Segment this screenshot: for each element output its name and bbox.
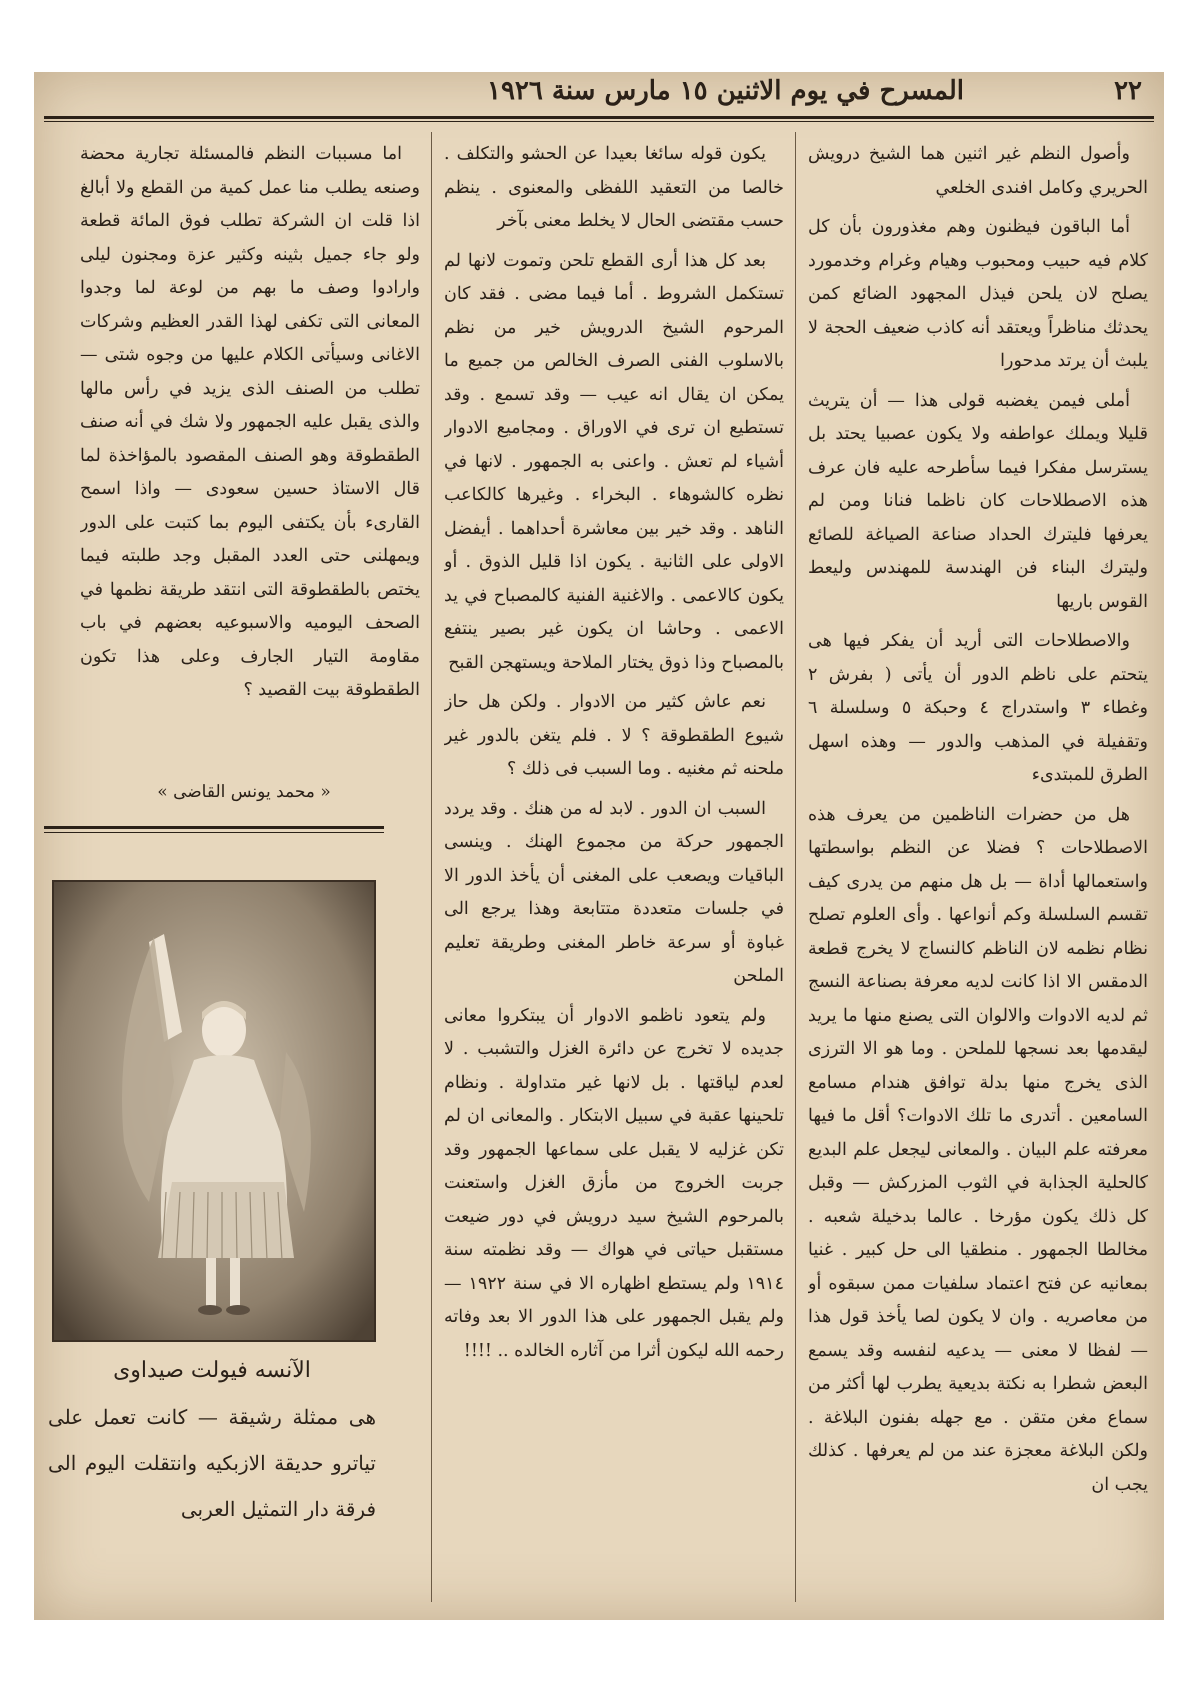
masthead: المسرح في يوم الاثنين ١٥ مارس سنة ١٩٢٦ (486, 76, 964, 106)
author-signature: « محمد يونس القاضى » (157, 782, 331, 802)
column-divider (795, 132, 796, 1602)
paragraph: نعم عاش كثير من الادوار . ولكن هل حاز شيوع الطقطوقة ؟ لا . فلم يتغن بالدور غير ملحنه ثم مغنيه . وما السبب فى ذلك ؟ (444, 692, 784, 779)
paragraph: وأصول النظم غير اثنين هما الشيخ درويش الحريري وكامل افندى الخلعي (808, 144, 1148, 198)
actress-photo-illustration (54, 882, 374, 1340)
header-rule-thin (44, 121, 1154, 122)
page-number: ٢٢ (1114, 76, 1142, 106)
article-column-middle (444, 138, 784, 1598)
paragraph: بعد كل هذا أرى القطع تلحن وتموت لانها لم تستكمل الشروط . أما فيما مضى . فقد كان المرحوم الشيخ الدرويش خير من نظم بالاسلوب الفنى الصرف الخالص من جميع ما يمكن ان يقال انه عيب — وقد تسمع . وقد تستطيع ان ترى في الاوراق . ومجاميع الادوار أشياء لم تعش . واعنى به الجمهور . لانها في نظره كالشوهاء . البخراء . وغيرها كالكاعب الناهد . وقد خير بين معاشرة أحداهما . أيفضل الاولى على الثانية . يكون اذا قليل الذوق . أو يكون كالاعمى . والاغنية الفنية كالمصباح في يد الاعمى . وحاشا ان يكون غير بصير ينتفع بالمصباح وذا ذوق يختار الملاحة ويستهجن القبح (444, 250, 784, 673)
column-divider (431, 132, 432, 1602)
section-rule-thick (44, 826, 384, 829)
paragraph: أما الباقون فيظنون وهم مغذورون بأن كل كلام فيه حبيب ومحبوب وهيام وغرام وخدمورد يصلح لان يلحن فيذل المجهود الضائع كمن يحدثك مناظراً ويعتقد أنه كاذب ضعيف الحجة لا يلبث أن يرتد مدحورا (808, 217, 1148, 371)
paragraph: ولم يتعود ناظمو الادوار أن يبتكروا معانى جديده لا تخرج عن دائرة الغزل والتشبب . لا لعدم لياقتها . بل لانها غير متداولة . ونظام تلحينها عقبة في سبيل الابتكار . والمعانى ان لم تكن غزليه لا يقبل على سماعها الجمهور وقد جربت الخروج من مأزق الغزل واستعنت بالمرحوم الشيخ سيد درويش في دور ضيعت مستقبل حياتى في هواك — وقد نظمته سنة ١٩١٤ ولم يستطع اظهاره الا في سنة ١٩٢٢ — ولم يقبل الجمهور على هذا الدور الا بعد وفاته رحمه الله ليكون أثرا من آثاره الخالده .. !!!! (444, 1005, 784, 1361)
page-header (34, 72, 1164, 118)
paragraph: يكون قوله سائغا بعيدا عن الحشو والتكلف . خالصا من التعقيد اللفظى والمعنوى . ينظم حسب مقتضى الحال لا يخلط معنى بآخر (444, 144, 784, 231)
photo-caption-text: هى ممثلة رشيقة — كانت تعمل على تياترو حديقة الازبكيه وانتقلت اليوم الى فرقة دار التمثيل العربى (48, 1405, 376, 1521)
actress-photo (52, 880, 376, 1342)
photo-caption-name: الآنسه فيولت صيداوى (113, 1358, 311, 1383)
paragraph: هل من حضرات الناظمين من يعرف هذه الاصطلاحات ؟ فضلا عن النظم بواسطتها واستعمالها أداة — بل هل منهم من يدرى كيف تقسم السلسلة وكم أنواعها . وأى العلوم تصلح نظام نظمه لان الناظم كالنساج لا يخرج قطعة الدمقس الا اذا كانت لديه معرفة بصناعة النسج ثم لديه الادوات والالوان التى يصنع منها ما يريد ليقدمها بعد نسجها للملحن . وما هو الا الترزى الذى يخرج منها بدلة توافق هندام مسامع السامعين . أتدرى ما تلك الادوات؟ أقل ما فيها معرفته علم البيان . والمعانى ليجعل علم البديع كالحلية الجذابة في الثوب المزركش — وقبل كل ذلك يكون مؤرخا . عالما بدخيلة شعبه . مخالطا الجمهور . منطقيا الى حل كبير . غنيا بمعانيه عن فتح اعتماد سلفيات ممن سبقوه أو من معاصريه . وان لا يكون لصا يأخذ قول هذا — لفظا لا معنى — يدعيه لنفسه وقد يسمع البعض شطرا به نكتة بديعية يطرب لها أكثر من سماع مغن متقن . مع جهله بفنون البلاغة . ولكن البلاغة معجزة عند من لم يعرفها . كذلك يجب ان (808, 804, 1148, 1495)
paragraph: السبب ان الدور . لابد له من هنك . وقد يردد الجمهور حركة من مجموع الهنك . وينسى الباقيات ويصعب على المغنى أن يأخذ الدور الا في جلسات متعددة متتابعة وهذا يرجع الى غباوة أو سرعة خاطر المغنى وطريقة تعليم الملحن (444, 798, 784, 986)
article-column-right (808, 138, 1148, 1598)
paragraph: اما مسببات النظم فالمسئلة تجارية محضة وصنعه يطلب منا عمل كمية من القطع ولا أبالغ اذا قلت ان الشركة تطلب فوق المائة قطعة ولو جاء جميل بثينه وكثير عزة ومجنون ليلى وارادوا وصف ما بهم من لوعة لما وجدوا المعانى التى تكفى لهذا القدر العظيم وشركات الاغانى وسيأتى الكلام عليها من وجوه شتى — تطلب من الصنف الذى يزيد في رأس مالها والذى يقبل عليه الجمهور ولا شك في أنه صنف الطقطوقة وهو الصنف المقصود بالمؤاخذة لما قال الاستاذ حسين سعودى — واذا اسمح القارىء بأن يكتفى اليوم بما كتبت على الدور ويمهلنى حتى العدد المقبل وجد طلبته فيما يختص بالطقطوقة التى انتقد طريقة نظمها في الصحف اليوميه والاسبوعيه بعضهم في باب مقاومة التيار الجارف وعلى هذا تكون الطقطوقة بيت القصيد ؟ (80, 144, 420, 700)
section-rule-thin (44, 832, 384, 833)
newspaper-page (34, 72, 1164, 1620)
header-rule-thick (44, 116, 1154, 119)
paragraph: أملى فيمن يغضبه قولى هذا — أن يتريث قليلا ويملك عواطفه ولا يكون عصبيا يحتد بل يسترسل مفكرا فيما سأطرحه عليه فان عرف هذه الاصطلاحات كان ناظما فنانا ومن لم يعرفها فليترك الحداد صناعة الصياغة للصائع وليترك البناء فن الهندسة للمهندس وليعط القوس باريها (808, 390, 1148, 612)
paragraph: والاصطلاحات التى أريد أن يفكر فيها هى يتحتم على ناظم الدور أن يأتى ( بفرش ٢ وغطاء ٣ واستدراج ٤ وحبكة ٥ وسلسلة ٦ وتقفيلة في المذهب والدور — وهذه اسهل الطرق للمبتدىء (808, 631, 1148, 785)
article-column-left (80, 138, 420, 758)
